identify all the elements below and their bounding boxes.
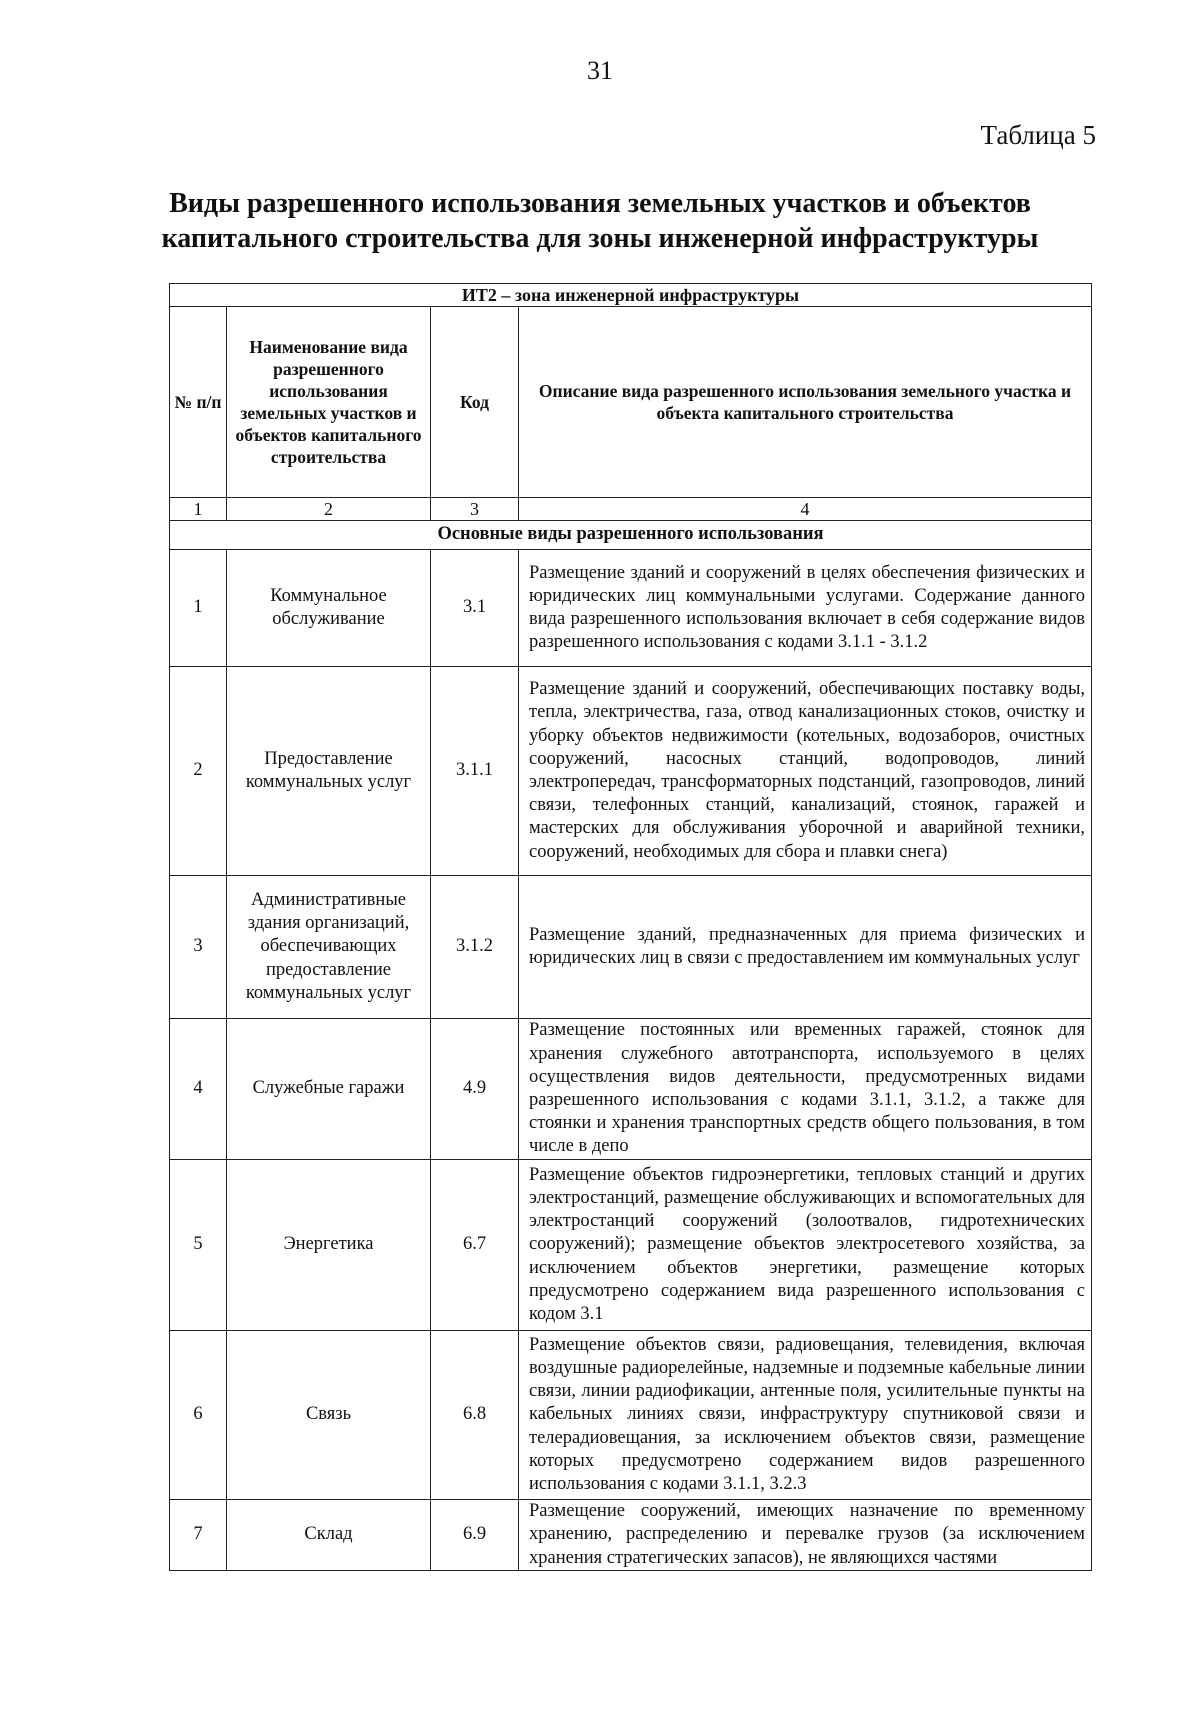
row-name: Склад <box>227 1500 431 1571</box>
table-row <box>170 1331 1092 1500</box>
row-code: 6.8 <box>431 1331 519 1500</box>
column-number-row <box>170 498 1092 521</box>
document-title: Виды разрешенного использования земельных участков и объектов капитального строительства для зоны инженерной инфраструктуры <box>161 188 1039 254</box>
row-description: Размещение зданий, предназначенных для приема физических и юридических лиц в связи с предоставлением им коммунальных услуг <box>519 876 1092 1019</box>
zone-header-row <box>170 284 1092 307</box>
row-code: 3.1.2 <box>431 876 519 1019</box>
row-number: 5 <box>170 1160 227 1331</box>
table-row <box>170 1500 1092 1571</box>
row-code: 3.1 <box>431 550 519 667</box>
table-row <box>170 667 1092 876</box>
row-description: Размещение зданий и сооружений в целях обеспечения физических и юридических лиц коммунальными услугами. Содержание данного вида разрешенного использования включает в себя содержание видов разрешенного использования с кодами 3.1.1 - 3.1.2 <box>519 550 1092 667</box>
page-number: 31 <box>587 56 613 85</box>
row-number: 6 <box>170 1331 227 1500</box>
row-description: Размещение зданий и сооружений, обеспечивающих поставку воды, тепла, электричества, газа, отвод канализационных стоков, очистку и уборку объектов недвижимости (котельных, водозаборов, очистных сооружений, насосных станций, водопроводов, линий электропередач, трансформаторных подстанций, газопроводов, линий связи, телефонных станций, канализаций, стоянок, гаражей и мастерских для обслуживания уборочной и аварийной техники, сооружений, необходимых для сбора и плавки снега) <box>519 667 1092 876</box>
row-number: 3 <box>170 876 227 1019</box>
row-number: 1 <box>170 550 227 667</box>
row-name: Административные здания организаций, обеспечивающих предоставление коммунальных услуг <box>227 876 431 1019</box>
row-name: Коммунальное обслуживание <box>227 550 431 667</box>
row-code: 6.7 <box>431 1160 519 1331</box>
table-row <box>170 1160 1092 1331</box>
header-name: Наименование вида разрешенного использования земельных участков и объектов капитального строительства <box>227 307 431 498</box>
row-number: 2 <box>170 667 227 876</box>
column-header-row <box>170 307 1092 498</box>
table-row <box>170 876 1092 1019</box>
row-name: Энергетика <box>227 1160 431 1331</box>
section-row <box>170 521 1092 550</box>
row-description: Размещение постоянных или временных гаражей, стоянок для хранения служебного автотранспорта, используемого в целях осуществления видов деятельности, предусмотренных видами разрешенного использования с кодами 3.1.1, 3.1.2, а также для стоянки и хранения транспортных средств общего пользования, в том числе в депо <box>519 1019 1092 1160</box>
table-row <box>170 1019 1092 1160</box>
row-code: 4.9 <box>431 1019 519 1160</box>
section-title: Основные виды разрешенного использования <box>170 521 1092 550</box>
row-description: Размещение сооружений, имеющих назначение по временному хранению, распределению и перевалке грузов (за исключением хранения стратегических запасов), не являющихся частями <box>519 1500 1092 1571</box>
row-description: Размещение объектов гидроэнергетики, тепловых станций и других электростанций, размещение обслуживающих и вспомогательных для электростанций сооружений (золоотвалов, гидротехнических сооружений); размещение объектов электросетевого хозяйства, за исключением объектов энергетики, размещение которых предусмотрено содержанием вида разрешенного использования с кодом 3.1 <box>519 1160 1092 1331</box>
table-caption: Таблица 5 <box>980 120 1096 150</box>
column-number: 1 <box>170 498 227 521</box>
zone-header: ИТ2 – зона инженерной инфраструктуры <box>170 284 1092 307</box>
row-name: Предоставление коммунальных услуг <box>227 667 431 876</box>
row-code: 6.9 <box>431 1500 519 1571</box>
column-number: 4 <box>519 498 1092 521</box>
row-description: Размещение объектов связи, радиовещания, телевидения, включая воздушные радиорелейные, надземные и подземные кабельные линии связи, линии радиофикации, антенные поля, усилительные пункты на кабельных линиях связи, инфраструктуру спутниковой связи и телерадиовещания, за исключением объектов связи, размещение которых предусмотрено содержанием видов разрешенного использования с кодами 3.1.1, 3.2.3 <box>519 1331 1092 1500</box>
column-number: 2 <box>227 498 431 521</box>
land-use-table <box>169 283 1092 1571</box>
row-number: 4 <box>170 1019 227 1160</box>
header-num: № п/п <box>170 307 227 498</box>
column-number: 3 <box>431 498 519 521</box>
header-desc: Описание вида разрешенного использования земельного участка и объекта капитального строительства <box>519 307 1092 498</box>
row-name: Связь <box>227 1331 431 1500</box>
row-number: 7 <box>170 1500 227 1571</box>
header-code: Код <box>431 307 519 498</box>
table-row <box>170 550 1092 667</box>
row-name: Служебные гаражи <box>227 1019 431 1160</box>
row-code: 3.1.1 <box>431 667 519 876</box>
